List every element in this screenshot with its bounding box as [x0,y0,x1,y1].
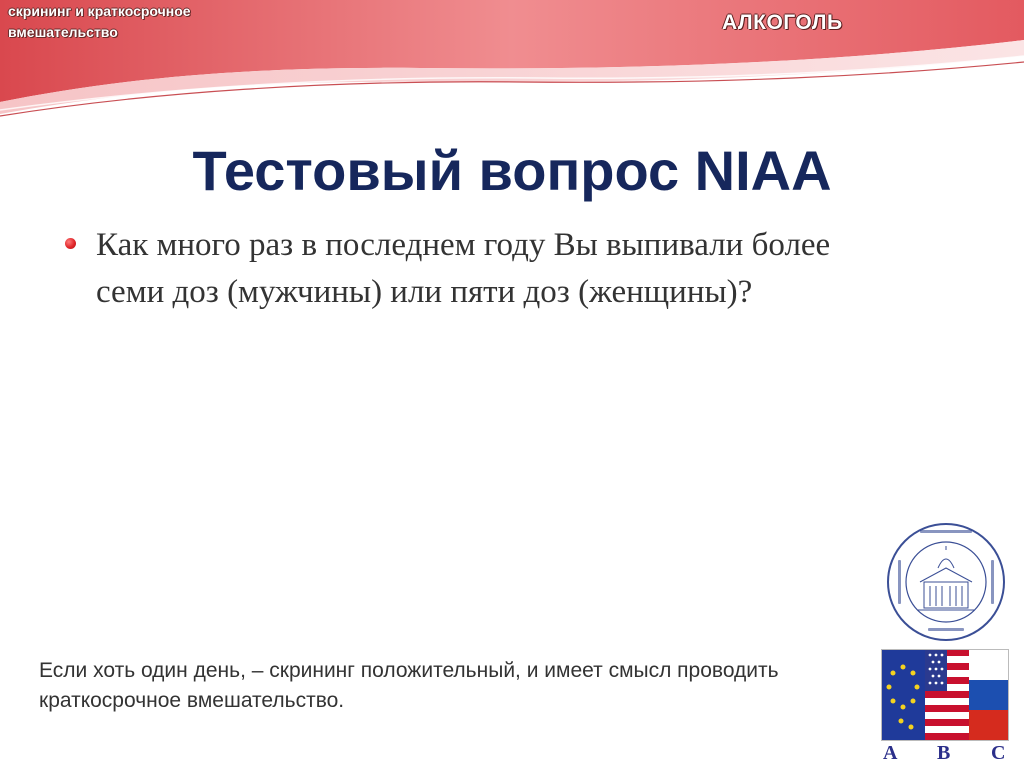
abc-label-a: A [883,742,898,764]
abc-label-b: B [937,742,951,764]
bullet-text: Как много раз в последнем году Вы выпивали более семи доз (мужчины) или пяти доз (женщины)? [96,227,831,310]
header-topic-label [8,1,191,43]
header-section-label: АЛКОГОЛЬ [722,11,843,34]
bullet-dot-icon [65,238,76,249]
abc-logo-labels [881,742,1009,766]
abc-label-c: C [991,742,1006,764]
footer-note: Если хоть один день, – скрининг положительный, и имеет смысл проводить краткосрочное вмешательство. [39,659,779,712]
header-topic-line1: скрининг и краткосрочное [8,3,191,19]
partner-flags-logo [881,649,1009,741]
header-topic-line2: вмешательство [8,24,118,40]
slide-title: Тестовый вопрос NIAA [192,139,832,202]
academy-seal-logo [884,520,1008,644]
